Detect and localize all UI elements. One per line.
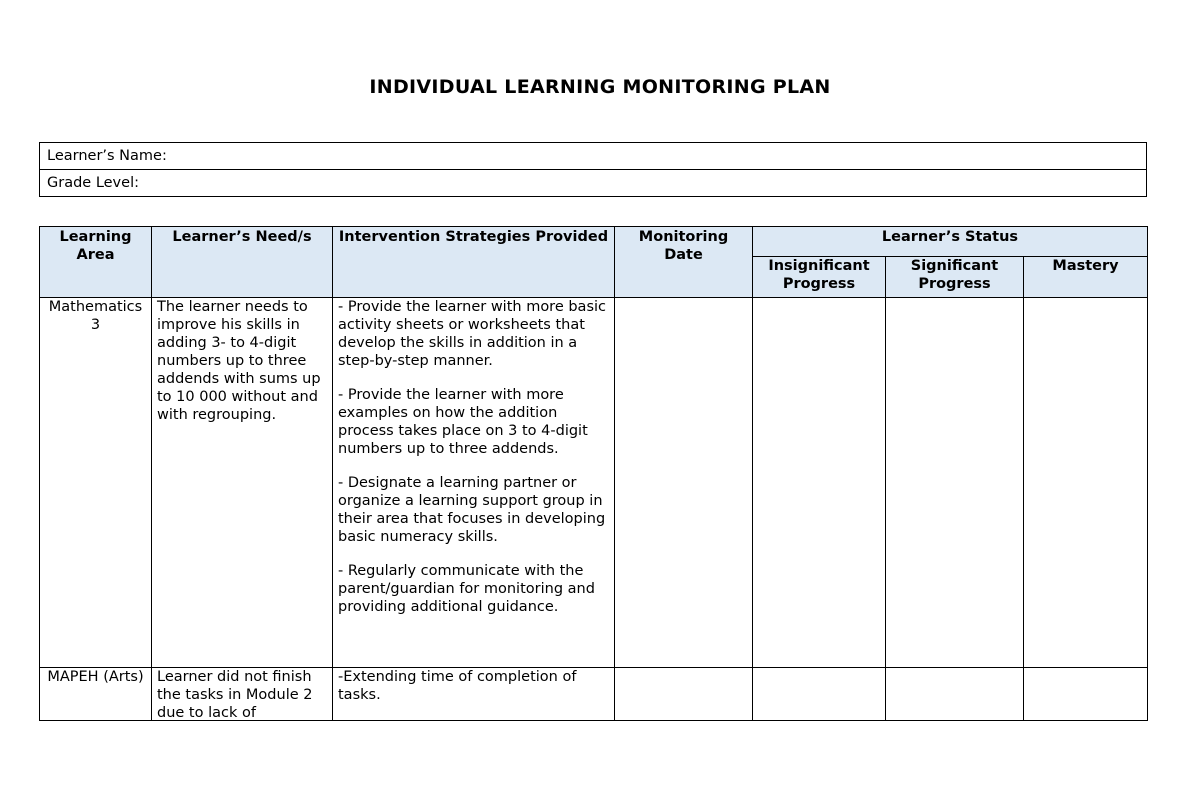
strategy-item: - Designate a learning partner or organize a learning support group in their area that focuses in developing basic numeracy skills.	[338, 475, 606, 545]
header-learning-area: Learning Area	[40, 227, 152, 298]
learners-needs-cell: The learner needs to improve his skills in adding 3- to 4-digit numbers up to three addends with sums up to 10 000 without and with regrouping.	[152, 298, 333, 668]
mastery-cell	[1024, 668, 1148, 721]
learning-area-cell: Mathematics 3	[40, 298, 152, 668]
intervention-strategies-cell	[333, 668, 615, 721]
strategy-item: - Regularly communicate with the parent/guardian for monitoring and providing additional guidance.	[338, 563, 595, 615]
document-title: INDIVIDUAL LEARNING MONITORING PLAN	[369, 76, 831, 98]
learners-needs-cell	[152, 668, 333, 721]
header-intervention-strategies: Intervention Strategies Provided	[333, 227, 615, 298]
monitoring-plan-table	[39, 226, 1148, 721]
header-mastery: Mastery	[1024, 257, 1148, 298]
mastery-cell	[1024, 298, 1148, 668]
strategy-item: - Provide the learner with more examples on how the addition process takes place on 3 to 4-digit numbers up to three addends.	[338, 387, 588, 457]
insignificant-progress-cell	[753, 298, 886, 668]
significant-progress-cell	[886, 668, 1024, 721]
learner-info-table	[39, 142, 1147, 197]
header-monitoring-date: Monitoring Date	[615, 227, 753, 298]
monitoring-date-cell	[615, 298, 753, 668]
learner-name-row	[40, 143, 1147, 170]
header-learners-needs: Learner’s Need/s	[152, 227, 333, 298]
table-row	[40, 668, 1148, 721]
header-significant-progress: Significant Progress	[886, 257, 1024, 298]
significant-progress-cell	[886, 298, 1024, 668]
learner-name-label: Learner’s Name:	[40, 143, 1147, 170]
table-row	[40, 298, 1148, 668]
header-insignificant-progress: Insignificant Progress	[753, 257, 886, 298]
strategy-item: -Extending time of completion of tasks.	[338, 669, 577, 703]
grade-level-row	[40, 170, 1147, 197]
grade-level-label: Grade Level:	[40, 170, 1147, 197]
strategy-item: - Provide the learner with more basic activity sheets or worksheets that develop the skills in addition in a step-by-step manner.	[338, 299, 607, 369]
learners-needs-text: Learner did not finish the tasks in Module 2 due to lack of	[157, 669, 313, 720]
monitoring-date-cell	[615, 668, 753, 721]
learning-area-text: MAPEH (Arts)	[47, 669, 144, 685]
learning-area-cell	[40, 668, 152, 721]
insignificant-progress-cell	[753, 668, 886, 721]
header-row-top	[40, 227, 1148, 257]
intervention-strategies-cell	[333, 298, 615, 668]
header-learners-status: Learner’s Status	[753, 227, 1148, 257]
